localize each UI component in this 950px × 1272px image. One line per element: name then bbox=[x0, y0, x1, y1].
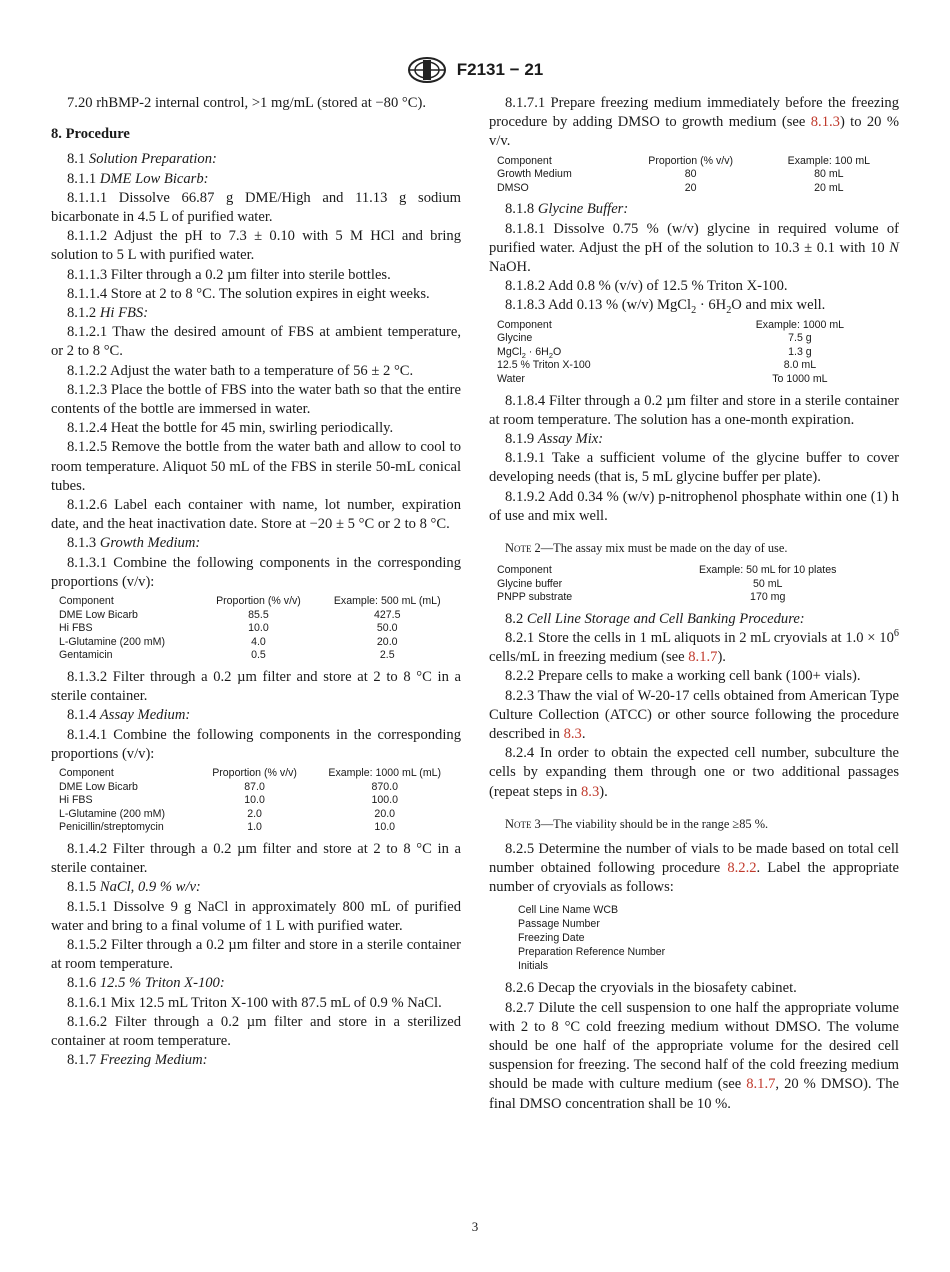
paragraph-8-1-1-3: 8.1.1.3 Filter through a 0.2 µm filter into sterile bottles. bbox=[67, 266, 391, 283]
astm-logo-icon bbox=[407, 56, 447, 84]
left-column bbox=[51, 94, 461, 1070]
note-2: Note 2—The assay mix must be made on the day of use. bbox=[505, 541, 788, 555]
table-header: Component bbox=[497, 154, 552, 167]
paragraph-8-2-7: 8.2.7 Dilute the cell suspension to one half the appropriate volume with 2 to 8 °C cold freezing medium without DMSO. The volume should be one half of the appropriate volume for the desired cell suspension for freezing. The second half of the cold freezing medium should be made with culture medium (see 8.1.7, 20 % DMSO). The final DMSO concentration shall be 10 %. bbox=[489, 999, 899, 1112]
paragraph-8-1-1-1: 8.1.1.1 Dissolve 66.87 g DME/High and 11.13 g sodium bicarbonate in 4.5 L of purified water. bbox=[51, 189, 461, 226]
paragraph-8-1-8-4: 8.1.8.4 Filter through a 0.2 µm filter and store in a sterile container at room temperature. The solution has a one-month expiration. bbox=[489, 392, 899, 428]
paragraph-8-1-3-2: 8.1.3.2 Filter through a 0.2 µm filter and store at 2 to 8 °C in a sterile container. bbox=[51, 669, 461, 705]
paragraph-7-20: 7.20 rhBMP-2 internal control, >1 mg/mL (stored at −80 °C). bbox=[67, 95, 426, 111]
table-header: Proportion (% v/v) bbox=[216, 595, 301, 608]
subheading-8-1-2: 8.1.2 Hi FBS: bbox=[67, 305, 149, 322]
paragraph-8-1-5-2: 8.1.5.2 Filter through a 0.2 µm filter and store in a sterile container at room temperature. bbox=[51, 937, 461, 973]
assay-mix-table bbox=[497, 564, 897, 605]
table-header: Example: 100 mL bbox=[787, 154, 871, 167]
list-item: Initials bbox=[518, 959, 549, 972]
cryovial-label-list bbox=[518, 904, 899, 973]
table-row: L-Glutamine (200 mM) 2.0 20.0 bbox=[59, 807, 396, 820]
subheading-8-1: 8.1 Solution Preparation: bbox=[67, 151, 217, 168]
table-header: Example: 50 mL for 10 plates bbox=[699, 564, 837, 576]
list-item: Passage Number bbox=[518, 918, 600, 931]
paragraph-8-1-4-1: 8.1.4.1 Combine the following components in the corresponding proportions (v/v): bbox=[51, 726, 461, 762]
paragraph-8-2-1: 8.2.1 Store the cells in 1 mL aliquots in 2 mL cryovials at $1.0 \times 10^6$ cells/mL in freezing medium (see 8.1.7). bbox=[489, 628, 899, 666]
cross-reference-link[interactable]: 8.2.2 bbox=[727, 860, 757, 877]
paragraph-8-1-9-1: 8.1.9.1 Take a sufficient volume of the glycine buffer to cover developing needs (that is, 5 mL glycine buffer per plate). bbox=[489, 450, 899, 486]
freezing-medium-table bbox=[497, 155, 897, 196]
table-header: Example: 500 mL (mL) bbox=[333, 595, 441, 608]
table-header: Component bbox=[497, 564, 552, 576]
table-header: Example: 1000 mL bbox=[755, 318, 845, 331]
note-3: Note 3—The viability should be in the range ≥85 %. bbox=[505, 816, 769, 831]
table-header: Proportion (% v/v) bbox=[212, 767, 297, 780]
subheading-8-1-1: 8.1.1 DME Low Bicarb: bbox=[67, 170, 209, 187]
list-item: Preparation Reference Number bbox=[518, 945, 666, 958]
table-row: Water To 1000 mL bbox=[497, 372, 828, 385]
paragraph-8-1-2-4: 8.1.2.4 Heat the bottle for 45 min, swirling periodically. bbox=[67, 420, 394, 437]
paragraph-8-2-5: 8.2.5 Determine the number of vials to be made based on total cell number obtained following procedure 8.2.2. Label the appropriate number of cryovials as follows: bbox=[489, 840, 900, 896]
table-row: Hi FBS 10.0 50.0 bbox=[59, 622, 398, 635]
table-row: Gentamicin 0.5 2.5 bbox=[59, 649, 395, 662]
table-row: DME Low Bicarb 87.0 870.0 bbox=[59, 780, 398, 793]
subheading-8-1-6: 8.1.6 12.5 % Triton X-100: bbox=[67, 975, 225, 992]
paragraph-8-1-2-1: 8.1.2.1 Thaw the desired amount of FBS at ambient temperature, or 2 to 8 °C. bbox=[51, 324, 461, 360]
subheading-8-1-8: 8.1.8 Glycine Buffer: bbox=[505, 201, 629, 218]
cross-reference-link[interactable]: 8.3 bbox=[581, 783, 600, 800]
growth-medium-table bbox=[59, 595, 459, 663]
glycine-buffer-table bbox=[497, 319, 897, 387]
paragraph-8-1-2-3: 8.1.2.3 Place the bottle of FBS into the water bath so that the entire contents of the bottle are immersed in water. bbox=[51, 381, 461, 418]
cross-reference-link[interactable]: 8.1.3 bbox=[810, 114, 840, 131]
table-row: L-Glutamine (200 mM) 4.0 20.0 bbox=[59, 635, 398, 648]
paragraph-8-1-7-1: 8.1.7.1 Prepare freezing medium immediately before the freezing procedure by adding DMSO to growth medium (see 8.1.3) to 20 % v/v. bbox=[489, 95, 899, 150]
table-header: Proportion (% v/v) bbox=[648, 154, 734, 167]
paragraph-8-1-1-2: 8.1.1.2 Adjust the pH to 7.3 ± 0.10 with 5 M HCl and bring solution to 5 L with purified water. bbox=[51, 228, 461, 264]
paragraph-8-1-4-2: 8.1.4.2 Filter through a 0.2 µm filter and store at 2 to 8 °C in a sterile container. bbox=[51, 841, 461, 877]
table-row: MgCl$_2$ · $6H_2O$ 1.3 g bbox=[497, 345, 812, 360]
paragraph-8-1-6-2: 8.1.6.2 Filter through a 0.2 µm filter and store in a sterilized container at room temperature. bbox=[51, 1013, 461, 1050]
paragraph-8-2-4: 8.2.4 In order to obtain the expected cell number, subculture the cells by expanding them through one or two additional passages (repeat steps in 8.3). bbox=[489, 745, 899, 800]
subheading-8-1-9: 8.1.9 Assay Mix: bbox=[505, 430, 604, 447]
table-row: DMSO 20 20 mL bbox=[497, 181, 844, 194]
table-row: DME Low Bicarb 85.5 427.5 bbox=[59, 608, 401, 621]
paragraph-8-2-3: 8.2.3 Thaw the vial of W-20-17 cells obtained from American Type Culture Collection (ATCC) or other source following the procedure described in 8.3. bbox=[489, 687, 899, 742]
paragraph-8-1-9-2: 8.1.9.2 Add 0.34 % (w/v) p-nitrophenol phosphate within one (1) h of use and mix well. bbox=[489, 488, 899, 524]
page-number: 3 bbox=[471, 1219, 479, 1234]
assay-medium-table bbox=[59, 767, 459, 835]
table-header: Component bbox=[59, 767, 114, 780]
table-row: Penicillin/streptomycin 1.0 10.0 bbox=[59, 821, 396, 834]
paragraph-8-1-1-4: 8.1.1.4 Store at 2 to 8 °C. The solution expires in eight weeks. bbox=[67, 285, 430, 302]
paragraph-8-1-2-5: 8.1.2.5 Remove the bottle from the water bath and allow to cool to room temperature. Aliquot 50 mL of the FBS in sterile 50-mL conical tubes. bbox=[51, 439, 461, 494]
subheading-8-1-3: 8.1.3 Growth Medium: bbox=[67, 535, 201, 552]
paragraph-8-1-2-6: 8.1.2.6 Label each container with name, lot number, expiration date, and the heat inactivation date. Store at −20 ± 5 °C or 2 to 8 °C. bbox=[51, 497, 461, 533]
cross-reference-link[interactable]: 8.3 bbox=[563, 726, 582, 742]
page-header bbox=[0, 56, 950, 84]
table-header: Component bbox=[59, 595, 114, 608]
paragraph-8-1-8-3: 8.1.8.3 Add 0.13 % (w/v) MgCl$_2$ · $6H_2O$ and mix well. bbox=[505, 297, 826, 317]
right-column bbox=[489, 94, 899, 1114]
paragraph-8-2-6: 8.2.6 Decap the cryovials in the biosafety cabinet. bbox=[505, 980, 797, 997]
table-row: Growth Medium 80 80 mL bbox=[497, 168, 844, 181]
paragraph-8-1-6-1: 8.1.6.1 Mix 12.5 mL Triton X-100 with 87.5 mL of 0.9 % NaCl. bbox=[67, 994, 442, 1011]
standard-designation: F2131 − 21 bbox=[456, 60, 544, 79]
table-row: PNPP substrate 170 mg bbox=[497, 591, 786, 604]
table-row: Hi FBS 10.0 100.0 bbox=[59, 794, 398, 807]
subheading-8-2: 8.2 Cell Line Storage and Cell Banking Procedure: bbox=[505, 610, 805, 627]
paragraph-8-1-3-1: 8.1.3.1 Combine the following components in the corresponding proportions (v/v): bbox=[51, 554, 461, 590]
cross-reference-link[interactable]: 8.1.7 bbox=[688, 649, 718, 666]
paragraph-8-1-8-1: 8.1.8.1 Dissolve 0.75 % (w/v) glycine in required volume of purified water. Adjust the pH of the solution to 10.3 ± 0.1 with 10 N NaOH. bbox=[489, 220, 899, 275]
table-row: Glycine buffer 50 mL bbox=[497, 577, 783, 590]
paragraph-8-1-2-2: 8.1.2.2 Adjust the water bath to a temperature of 56 ± 2 °C. bbox=[67, 362, 414, 379]
list-item: Freezing Date bbox=[518, 932, 585, 945]
paragraph-8-1-5-1: 8.1.5.1 Dissolve 9 g NaCl in approximately 800 mL of purified water and bring to a final volume of 1 L with purified water. bbox=[51, 898, 461, 934]
subheading-8-1-5: 8.1.5 NaCl, 0.9 % w/v: bbox=[67, 879, 201, 896]
paragraph-8-1-8-2: 8.1.8.2 Add 0.8 % (v/v) of 12.5 % Triton X-100. bbox=[505, 278, 788, 295]
table-header: Example: 1000 mL (mL) bbox=[328, 767, 442, 780]
cross-reference-link[interactable]: 8.1.7 bbox=[746, 1076, 776, 1093]
table-row: 12.5 % Triton X-100 8.0 mL bbox=[497, 359, 817, 372]
list-item: Cell Line Name WCB bbox=[518, 904, 619, 917]
table-row: Glycine 7.5 g bbox=[497, 332, 812, 345]
subheading-8-1-7: 8.1.7 Freezing Medium: bbox=[67, 1052, 208, 1069]
section-heading-procedure: 8. Procedure bbox=[51, 126, 130, 143]
paragraph-8-2-2: 8.2.2 Prepare cells to make a working cell bank (100+ vials). bbox=[505, 668, 861, 685]
table-header: Component bbox=[497, 318, 552, 331]
subheading-8-1-4: 8.1.4 Assay Medium: bbox=[67, 707, 191, 724]
